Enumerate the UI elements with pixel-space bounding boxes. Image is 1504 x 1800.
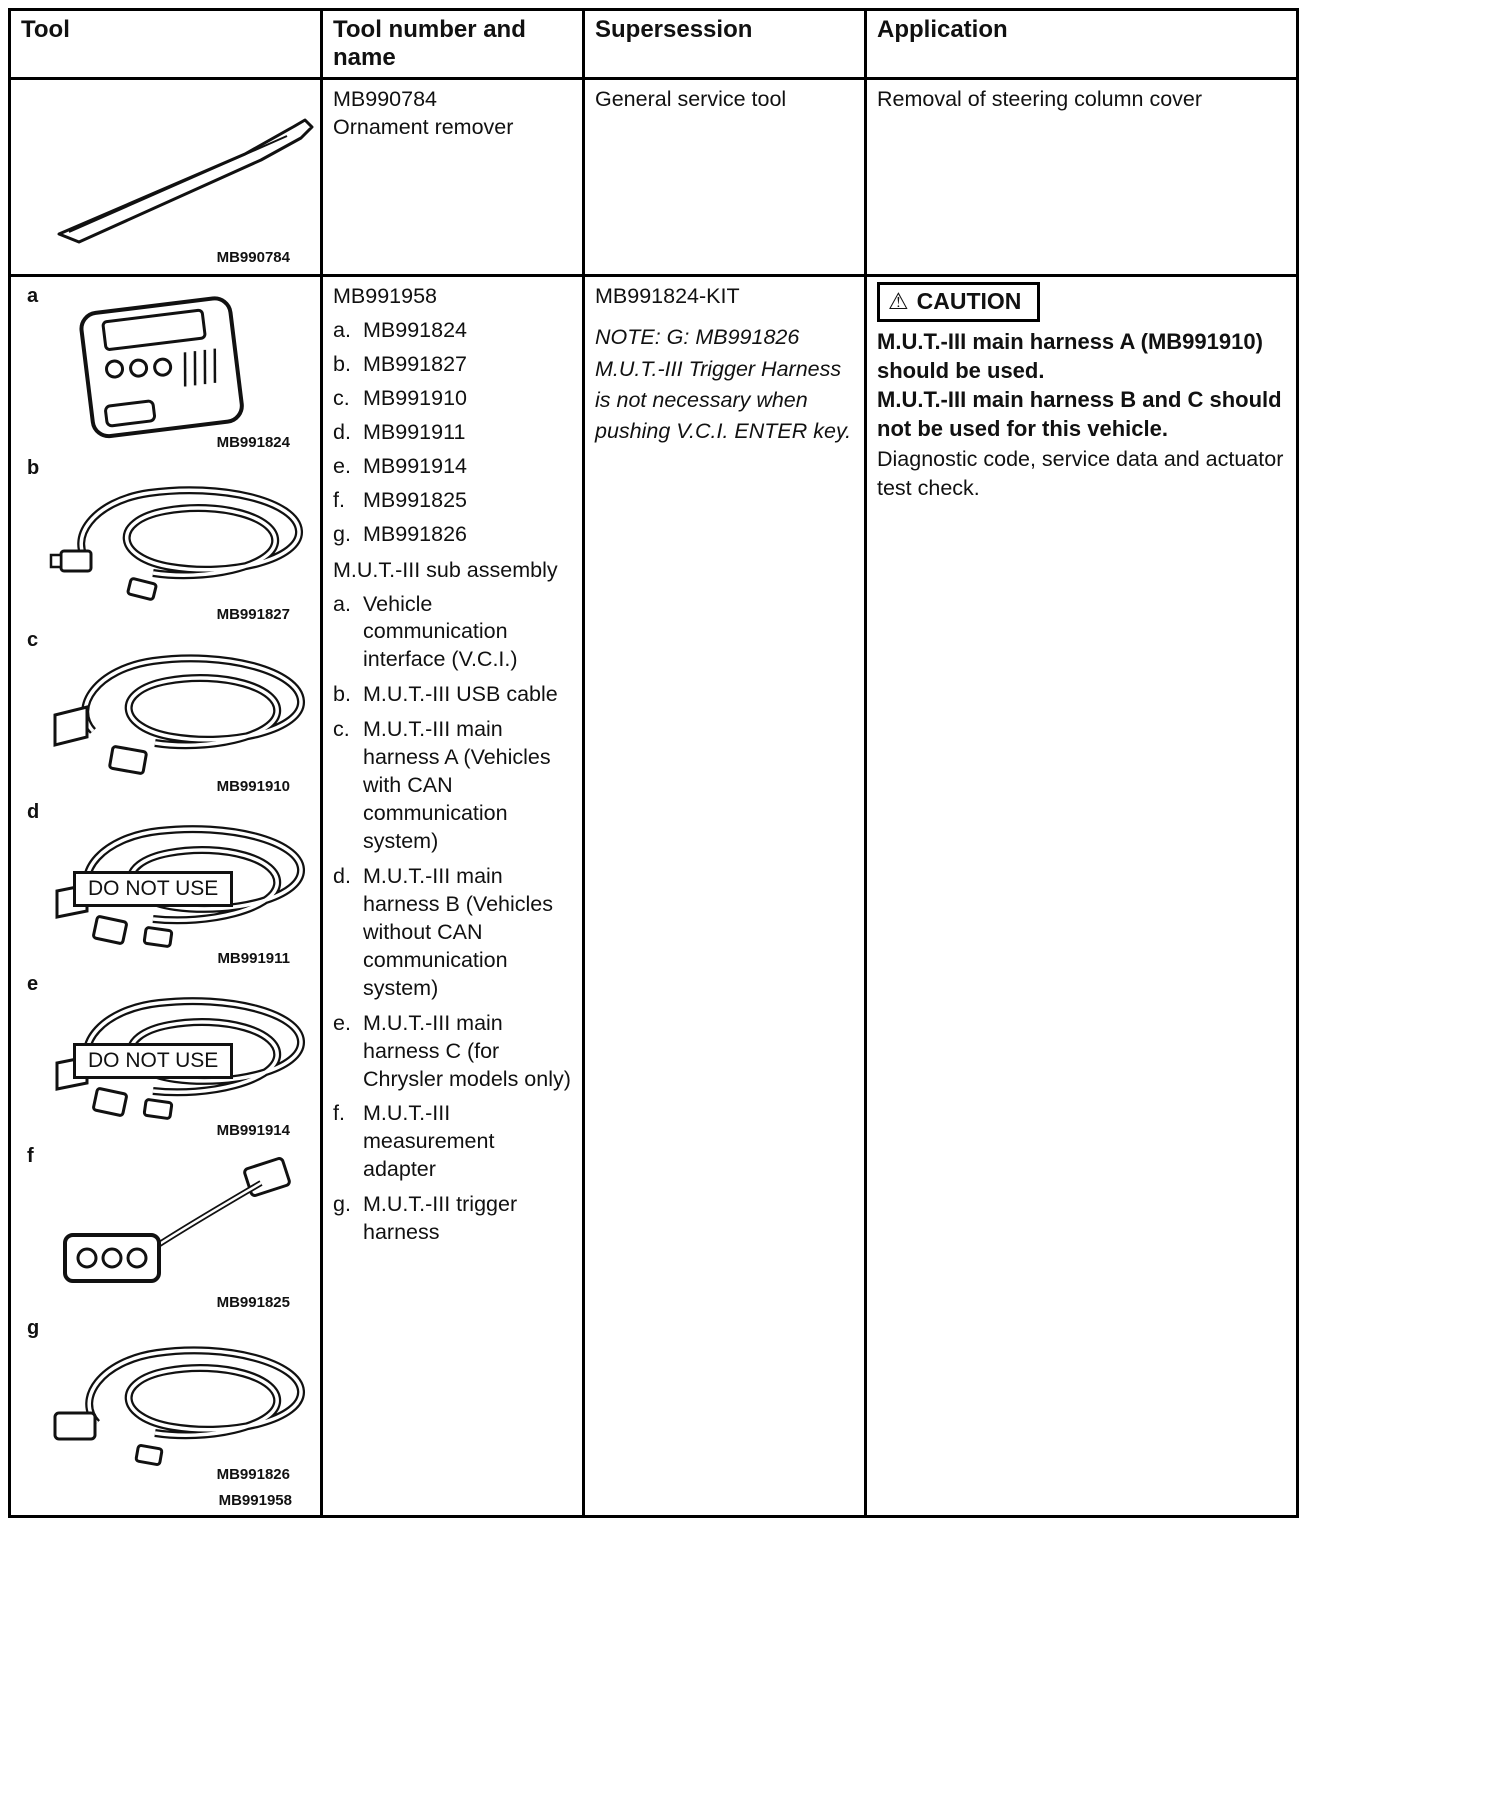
figure-caption: MB991825	[216, 1294, 290, 1312]
figure-caption: MB991827	[216, 606, 290, 624]
figure-letter: e	[27, 973, 39, 995]
special-tools-table	[8, 8, 1299, 1518]
caution-sentence-1: M.U.T.-III main harness A (MB991910) should be used.	[877, 329, 1263, 384]
ornament-remover-figure-cell	[10, 79, 322, 276]
figure-caption: MB990784	[216, 249, 290, 267]
tool-figure-mb991827	[15, 455, 316, 627]
do-not-use-label: DO NOT USE	[73, 1043, 233, 1079]
kit-part-list	[333, 314, 572, 552]
figure-letter: g	[27, 1317, 40, 1339]
kit-component-list	[333, 591, 572, 1248]
tool-number: MB990784	[333, 87, 437, 111]
caution-label: CAUTION	[916, 288, 1022, 314]
list-item: d. M.U.T.-III main harness B (Vehicles without CAN communication system)	[333, 863, 554, 1000]
list-item: b. M.U.T.-III USB cable	[333, 682, 558, 707]
list-item: f. MB991825	[333, 488, 467, 513]
tool-figure-mb991825	[15, 1143, 316, 1315]
sub-assembly-title: M.U.T.-III sub assembly	[333, 558, 558, 583]
table-header-row	[10, 10, 1298, 79]
table-row-ornament-remover	[10, 79, 1298, 276]
mut-kit-figures-cell	[10, 276, 322, 1517]
warning-triangle-icon: ⚠	[888, 288, 909, 314]
figure-caption: MB991911	[217, 950, 290, 968]
kit-group-caption: MB991958	[218, 1492, 292, 1509]
mut-kit-name-cell	[322, 276, 584, 1517]
list-item: e. MB991914	[333, 454, 467, 479]
figure-letter: a	[27, 285, 39, 307]
tool-figure-mb990784	[15, 86, 316, 270]
tool-figure-mb991824	[15, 283, 316, 455]
header-application: Application	[866, 10, 1298, 79]
list-item: f. M.U.T.-III measurement adapter	[333, 1101, 495, 1182]
list-item: a. MB991824	[333, 318, 467, 343]
mut-kit-supersession-cell	[584, 276, 866, 1517]
list-item: d. MB991911	[333, 420, 466, 445]
tool-figure-mb991910	[15, 627, 316, 799]
kit-number: MB991958	[333, 284, 437, 308]
list-item: g. MB991826	[333, 522, 467, 547]
caution-header	[877, 282, 1040, 322]
list-item: c. MB991910	[333, 386, 467, 411]
table-row-mut-iii-kit	[10, 276, 1298, 1517]
figure-caption: MB991914	[216, 1122, 290, 1140]
figure-letter: c	[27, 629, 39, 651]
main-harness-a-illustration	[49, 635, 309, 785]
mut-kit-application-cell	[866, 276, 1298, 1517]
figure-letter: f	[27, 1145, 34, 1167]
tool-name: Ornament remover	[333, 115, 514, 140]
tool-figure-mb991911	[15, 799, 316, 971]
measurement-adapter-illustration	[49, 1151, 299, 1306]
figure-letter: b	[27, 457, 40, 479]
do-not-use-label: DO NOT USE	[73, 871, 233, 907]
supersession-kit-number: MB991824-KIT	[595, 284, 740, 308]
list-item: e. M.U.T.-III main harness C (for Chrysler models only)	[333, 1010, 571, 1091]
list-item: c. M.U.T.-III main harness A (Vehicles with CAN communication system)	[333, 717, 551, 854]
ornament-remover-name-cell	[322, 79, 584, 276]
figure-caption: MB991910	[216, 778, 290, 796]
supersession-note: NOTE: G: MB991826 M.U.T.-III Trigger Harness is not necessary when pushing V.C.I. ENTER key.	[595, 325, 852, 443]
ornament-remover-illustration	[49, 94, 319, 254]
application-text: Diagnostic code, service data and actuator test check.	[877, 447, 1284, 500]
usb-cable-illustration	[49, 463, 309, 613]
list-item: g. M.U.T.-III trigger harness	[333, 1192, 518, 1245]
header-tool-number-name: Tool number and name	[322, 10, 584, 79]
ornament-remover-supersession-cell: General service tool	[584, 79, 866, 276]
caution-sentence-2: M.U.T.-III main harness B and C should not be used for this vehicle.	[877, 387, 1282, 442]
list-item: a. Vehicle communication interface (V.C.I.)	[333, 591, 518, 672]
tool-figure-mb991914	[15, 971, 316, 1143]
header-tool: Tool	[10, 10, 322, 79]
header-supersession: Supersession	[584, 10, 866, 79]
list-item: b. MB991827	[333, 352, 467, 377]
tool-figure-mb991826	[15, 1315, 316, 1487]
trigger-harness-illustration	[49, 1323, 309, 1473]
figure-letter: d	[27, 801, 40, 823]
ornament-remover-application-cell: Removal of steering column cover	[866, 79, 1298, 276]
vci-device-illustration	[49, 291, 279, 449]
figure-caption: MB991824	[216, 434, 290, 452]
figure-caption: MB991826	[216, 1466, 290, 1484]
